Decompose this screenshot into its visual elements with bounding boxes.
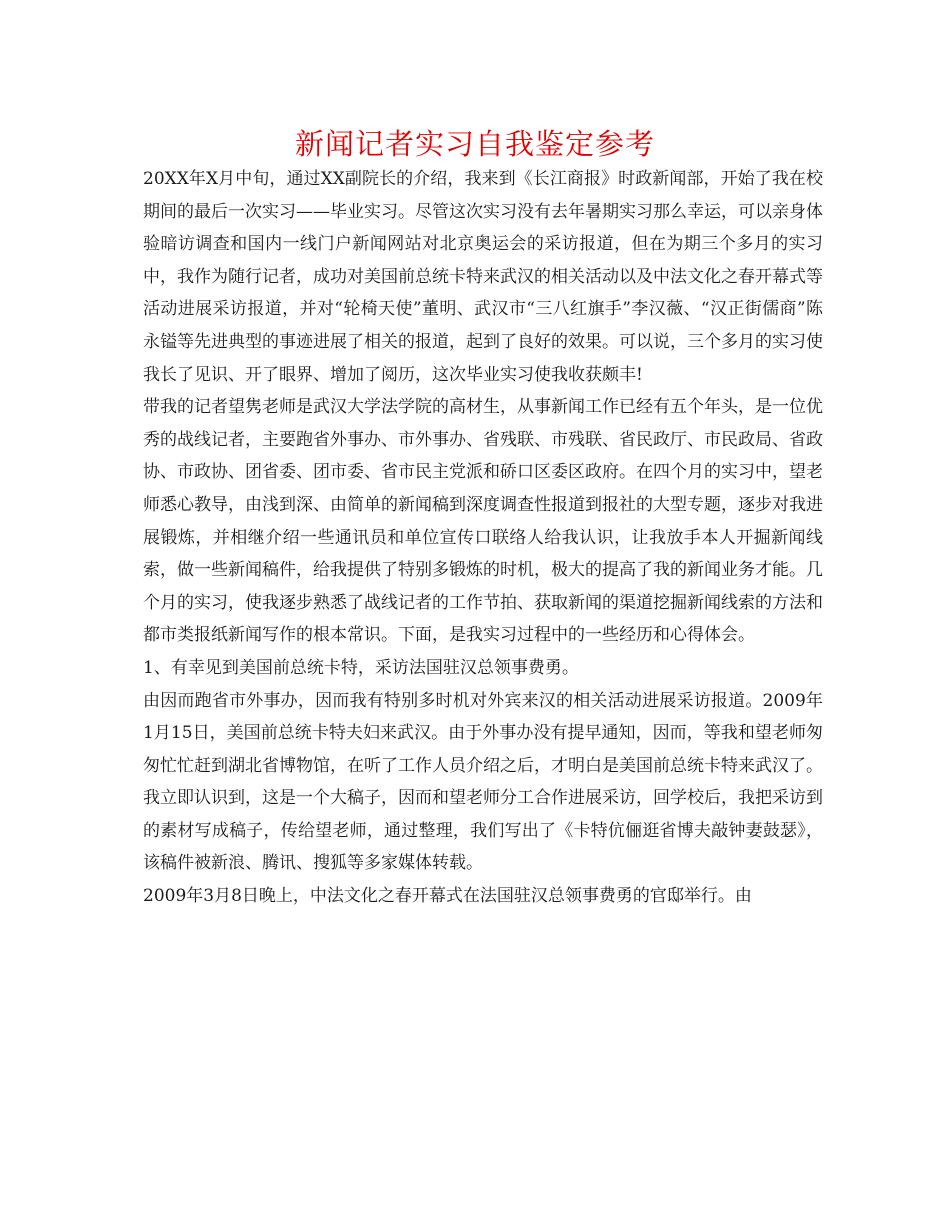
paragraph-intro: 20XX年X月中旬，通过XX副院长的介绍，我来到《长江商报》时政新闻部，开始了我在校期间的最后一次实习——毕业实习。尽管这次实习没有去年暑期实习那么幸运，可以亲身体验暗访调查和国内一线门户新闻网站对北京奥运会的采访报道，但在为期三个多月的实习中，我作为随行记者，成功对美国前总统卡特来武汉的相关活动以及中法文化之春开幕式等活动进展采访报道，并对“轮椅天使”董明、武汉市“三八红旗手”李汉薇、“汉正街儒商”陈永镒等先进典型的事迹进展了相关的报道，起到了良好的效果。可以说，三个多月的实习使我长了见识、开了眼界、增加了阅历，这次毕业实习使我收获颇丰! — [143, 169, 823, 385]
paragraph-culture-spring: 2009年3月8日晚上，中法文化之春开幕式在法国驻汉总领事费勇的官邸举行。由 — [143, 886, 752, 907]
document-title: 新闻记者实习自我鉴定参考 — [294, 127, 655, 161]
document-body — [143, 163, 823, 913]
paragraph-mentor: 带我的记者望隽老师是武汉大学法学院的高材生，从事新闻工作已经有五个年头，是一位优秀的战线记者，主要跑省外事办、市外事办、省残联、市残联、省民政厅、市民政局、省政协、市政协、团省委、团市委、省市民主党派和硚口区委区政府。在四个月的实习中，望老师悉心教导，由浅到深、由简单的新闻稿到深度调查性报道到报社的大型专题，逐步对我进展锻炼，并相继介绍一些通讯员和单位宣传口联络人给我认识，让我放手本人开掘新闻线索，做一些新闻稿件，给我提供了特别多锻炼的时机，极大的提高了我的新闻业务才能。几个月的实习，使我逐步熟悉了战线记者的工作节拍、获取新闻的渠道挖掘新闻线索的方法和都市类报纸新闻写作的根本常识。下面，是我实习过程中的一些经历和心得体会。 — [143, 397, 823, 646]
paragraph-section-heading: 1、有幸见到美国前总统卡特，采访法国驻汉总领事费勇。 — [143, 657, 579, 678]
paragraph-carter-visit: 由因而跑省市外事办，因而我有特别多时机对外宾来汉的相关活动进展采访报道。2009年1月15日，美国前总统卡特夫妇来武汉。由于外事办没有提早通知，因而，等我和望老师匆匆忙忙赶到湖北省博物馆，在听了工作人员介绍之后，才明白是美国前总统卡特来武汉了。我立即认识到，这是一个大稿子，因而和望老师分工合作进展采访，回学校后，我把采访到的素材写成稿子，传给望老师，通过整理，我们写出了《卡特伉俪逛省博夫敲钟妻鼓瑟》，该稿件被新浪、腾讯、搜狐等多家媒体转载。 — [143, 690, 823, 874]
